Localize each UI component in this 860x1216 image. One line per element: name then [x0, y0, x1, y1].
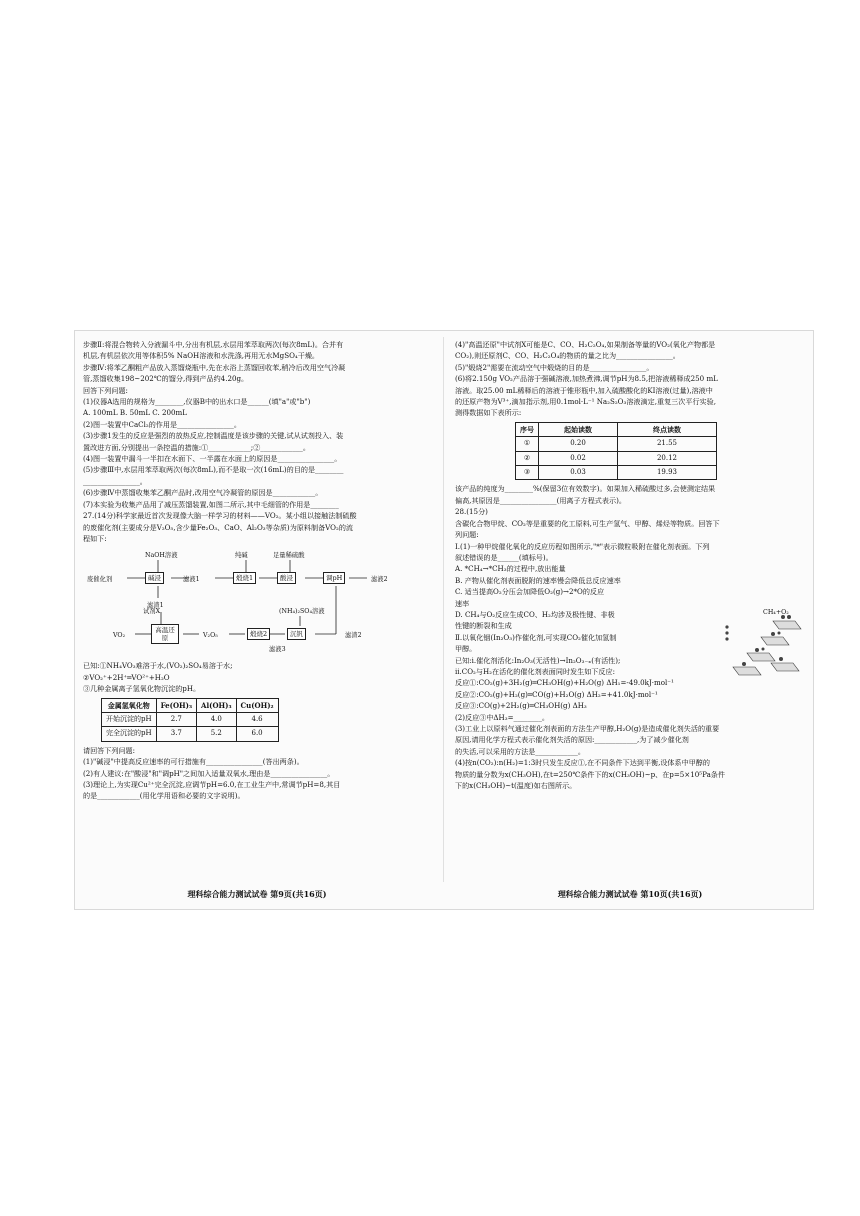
text-line: (4)图一装置中漏斗一半扣在水面下、一半露在水面上的原因是________________。 — [83, 454, 342, 464]
table-cell: 2.7 — [156, 712, 196, 726]
soda-label: 纯碱 — [235, 552, 248, 560]
table-header: 起始读数 — [539, 422, 618, 436]
text-line: 该产品的纯度为________%(保留3位有效数字)。如果加入稀硫酸过多,会使测定结果 — [455, 484, 716, 494]
text-line: (2)有人建议:在"酸浸"和"调pH"之间加入适量双氧水,理由是________________。 — [83, 768, 335, 778]
text-line: 性键的断裂和生成 — [455, 621, 512, 631]
text-line: 溶液。取25.00 mL稀释后的溶液于锥形瓶中,加入硫酸酸化的KI溶液(过量),溶液中 — [455, 385, 713, 395]
table-header: 金属氢氧化物 — [102, 698, 157, 712]
diagram-label: CH₄+O₂ — [763, 609, 789, 616]
text-line: 步骤Ⅳ:将苯乙酮粗产品放入蒸馏烧瓶中,先在水浴上蒸馏回收苯,稍冷后改用空气冷凝 — [83, 362, 346, 372]
titration-data-table — [515, 422, 717, 481]
table-row — [516, 451, 717, 465]
text-line: 已知:①NH₄VO₃难溶于水,(VO₂)₂SO₄易溶于水; — [83, 661, 233, 671]
catalyst-reaction-diagram — [717, 607, 807, 687]
table-cell: ③ — [516, 466, 539, 480]
precipitate-vanadium-box: 沉钒 — [287, 628, 306, 640]
table-cell: 19.93 — [618, 466, 717, 480]
table-row — [102, 712, 279, 726]
table-cell: 4.0 — [197, 712, 237, 726]
text-line: 反应②:CO₂(g)+H₂(g)═CO(g)+H₂O(g) ΔH₂=+41.0kJ·mol⁻¹ — [455, 689, 658, 699]
text-line: (5)"煅烧2"需要在流动空气中煅烧的目的是________________。 — [455, 362, 654, 372]
text-line: 原因,请用化学方程式表示催化剂失活的原因:____________,为了减少催化剂 — [455, 735, 689, 745]
table-cell: ② — [516, 451, 539, 465]
text-line: (4)"高温还原"中试剂X可能是C、CO、H₂C₂O₄,如果制备等量的VO₂(氧化产物都是 — [455, 340, 716, 349]
exam-sheet — [74, 330, 814, 910]
text-line: (6)将2.150g VO₂产品溶于强碱溶液,加热煮沸,调节pH为8.5,把溶液稀释成250 mL — [455, 374, 718, 384]
text-line: Ⅰ.(1)一种甲烷催化氧化的反应历程如图所示,"*"表示微粒吸附在催化剂表面。下列 — [455, 541, 710, 551]
reagent-x-label: 试剂X — [143, 608, 161, 616]
text-line: ________________。 — [83, 476, 147, 486]
text-line: 已知:ⅰ.催化剂活化:In₂O₃(无活性)→In₂O₃₋ₓ(有活性); — [455, 655, 621, 665]
table-cell: 3.7 — [156, 727, 196, 741]
text-line: 的失活,可以采用的方法是____________。 — [455, 746, 585, 756]
ammonium-sulfate-label: (NH₄)₂SO₄溶液 — [279, 608, 325, 616]
page-footer-10: 理科综合能力测试试卷 第10页(共16页) — [557, 889, 703, 899]
alkali-leach-box: 碱浸 — [145, 572, 164, 584]
text-line: (4)按n(CO₂):n(H₂)=1:3时只发生反应①,在不同条件下达到平衡,设体系中甲醇的 — [455, 758, 710, 768]
text-line: 物质的量分数为x(CH₃OH),在t=250℃条件下的x(CH₃OH)~p、在p=5×10⁵Pa条件 — [455, 769, 725, 779]
text-line: (7)本实验为收集产品用了减压蒸馏装置,如图二所示,其中毛细管的作用是________ — [83, 499, 339, 509]
question-28-title: 28.(15分) — [455, 507, 488, 517]
naoh-label: NaOH溶液 — [145, 552, 178, 560]
text-line: (2)反应③中ΔH₃=________。 — [455, 712, 549, 722]
table-cell: 5.2 — [197, 727, 237, 741]
text-line: 反应③:CO(g)+2H₂(g)═CH₃OH(g) ΔH₃ — [455, 701, 587, 711]
text-line: B. 产物从催化剂表面脱附的速率慢会降低总反应速率 — [455, 575, 621, 585]
table-cell: 开始沉淀的pH — [102, 712, 157, 726]
table-header: Al(OH)₃ — [197, 698, 237, 712]
text-line: 置改进方面,分别提出一条控温的措施:①____________;②____________。 — [83, 442, 310, 452]
text-line: 速率 — [455, 598, 470, 608]
table-cell: 20.12 — [618, 451, 717, 465]
text-line: ②VO₂⁺+2H⁺═VO²⁺+H₂O — [83, 672, 170, 682]
text-line: 回答下列问题: — [83, 385, 128, 395]
text-line: 反应①:CO₂(g)+3H₂(g)═CH₃OH(g)+H₂O(g) ΔH₁=-49.0kJ·mol⁻¹ — [455, 678, 674, 688]
table-row — [102, 727, 279, 741]
text-line: A. 100mL B. 50mL C. 200mL — [83, 408, 187, 418]
filtrate2-label: 滤液2 — [371, 576, 388, 584]
text-line: (6)步骤Ⅳ中蒸馏收集苯乙酮产品时,改用空气冷凝管的原因是____________。 — [83, 488, 323, 498]
text-line: 机层,有机层依次用等体积5% NaOH溶液和水洗涤,再用无水MgSO₄干燥。 — [83, 351, 320, 361]
table-cell: 0.20 — [539, 437, 618, 451]
text-line: 含碳化合物甲烷、CO₂等是重要的化工原料,可生产氢气、甲醇、烯烃等物质。回答下 — [455, 518, 720, 528]
question-27-title: 27.(14分)科学家最近首次发现像大脑一样学习的材料——VO₂。某小组以接触法制硫酸 — [83, 511, 357, 521]
acid-leach-box: 酸浸 — [277, 572, 296, 584]
v2o5-label: V₂O₅ — [203, 632, 218, 640]
table-row — [516, 466, 717, 480]
feed-label: 废催化剂 — [87, 576, 113, 584]
adjust-ph-box: 调pH — [323, 572, 345, 584]
text-line: 的还原产物为V³⁺,滴加指示剂,用0.1mol·L⁻¹ Na₂S₂O₃溶液滴定,重复三次平行实验, — [455, 397, 716, 407]
text-line: 的废催化剂(主要成分是V₂O₅,含少量Fe₂O₃、CaO、Al₂O₃等杂质)为原料制备VO₂的流 — [83, 522, 354, 532]
table-cell: 0.02 — [539, 451, 618, 465]
text-line: (1)"碱浸"中提高反应速率的可行措施有________________(答出两条)。 — [83, 757, 304, 767]
table-cell: 21.55 — [618, 437, 717, 451]
text-line: 测得数据如下表所示: — [455, 408, 522, 418]
right-page — [455, 339, 805, 791]
calcine2-box: 煅烧2 — [247, 628, 270, 640]
text-line: ③几种金属离子氢氧化物沉淀的pH。 — [83, 684, 201, 694]
text-line: 下的x(CH₃OH)~t(温度)如右图所示。 — [455, 781, 577, 791]
text-line: (3)步骤1发生的反应是强烈的放热反应,控制温度是该步骤的关键,试从试剂投入、装 — [83, 431, 344, 441]
table-header: 终点读数 — [618, 422, 717, 436]
text-line: 叙述错误的是______(填标号)。 — [455, 552, 553, 562]
table-header: Fe(OH)₃ — [156, 698, 196, 712]
text-line: (1)仪器A选用的规格为________,仪器B中的出水口是______(填"a"或"b") — [83, 397, 311, 407]
text-line: 甲醇。 — [455, 644, 477, 654]
calcine1-box: 煅烧1 — [233, 572, 256, 584]
text-line: 步骤Ⅱ:将混合物转入分液漏斗中,分出有机层,水层用苯萃取两次(每次8mL)。合并有 — [83, 340, 344, 349]
table-cell: 完全沉淀的pH — [102, 727, 157, 741]
text-line: D. CH₄与O₂反应生成CO、H₂均涉及极性键、非极 — [455, 609, 615, 619]
table-row — [516, 437, 717, 451]
catalyst-surface-illustration — [717, 607, 807, 687]
filtrate3-label: 滤液3 — [269, 646, 286, 654]
process-flow-diagram — [83, 548, 433, 656]
text-line: 的是____________(用化学用语和必要的文字说明)。 — [83, 791, 245, 801]
text-line: ⅱ.CO₂与H₂在活化的催化剂表面同时发生如下反应: — [455, 666, 615, 676]
vo2-label: VO₂ — [113, 632, 126, 640]
left-page — [83, 339, 433, 802]
residue2-label: 滤渣2 — [345, 632, 362, 640]
text-line: (2)图一装置中CaCl₂的作用是________________。 — [83, 419, 241, 429]
filtrate1-label: 滤液1 — [183, 576, 200, 584]
page-footer-9: 理科综合能力测试试卷 第9页(共16页) — [187, 889, 327, 899]
text-line: C. 适当提高O₂分压会加降低O₂(g)→2*O的反应 — [455, 587, 605, 597]
text-line: 请回答下列问题: — [83, 745, 136, 755]
table-header: Cu(OH)₂ — [236, 698, 278, 712]
text-line: Ⅱ.以氧化铟(In₂O₃)作催化剂,可实现CO₂催化加氢制 — [455, 632, 617, 642]
text-line: CO₂),则还原剂C、CO、H₂C₂O₄的物质的量之比为________________。 — [455, 351, 680, 361]
text-line: 列问题: — [455, 530, 479, 540]
sulfuric-label: 足量稀硫酸 — [273, 552, 305, 560]
column-divider — [443, 337, 444, 882]
table-cell: ① — [516, 437, 539, 451]
text-line: 程如下: — [83, 533, 107, 543]
table-header: 序号 — [516, 422, 539, 436]
text-line: (5)步骤Ⅲ中,水层用苯萃取两次(每次8mL),而不是取一次(16mL)的目的是________ — [83, 465, 344, 475]
text-line: 偏高,其原因是________________(用离子方程式表示)。 — [455, 495, 626, 505]
table-cell: 0.03 — [539, 466, 618, 480]
text-line: 管,蒸馏收集198~202℃的馏分,得到产品约4.20g。 — [83, 374, 249, 384]
high-temp-reduction-box: 高温还原 — [151, 624, 179, 644]
text-line: (3)理论上,为实现Cu²⁺完全沉淀,应调节pH=6.0,在工业生产中,常调节pH=8,其目 — [83, 779, 341, 789]
residue1-label: 滤渣1 — [147, 602, 164, 610]
table-cell: 4.6 — [236, 712, 278, 726]
text-line: A. *CH₄→*CH₃的过程中,放出能量 — [455, 564, 566, 574]
precipitation-ph-table — [101, 698, 279, 742]
text-line: (3)工业上以原料气通过催化剂表面的方法生产甲醇,H₂O(g)是造成催化剂失活的重要 — [455, 724, 720, 733]
table-cell: 6.0 — [236, 727, 278, 741]
